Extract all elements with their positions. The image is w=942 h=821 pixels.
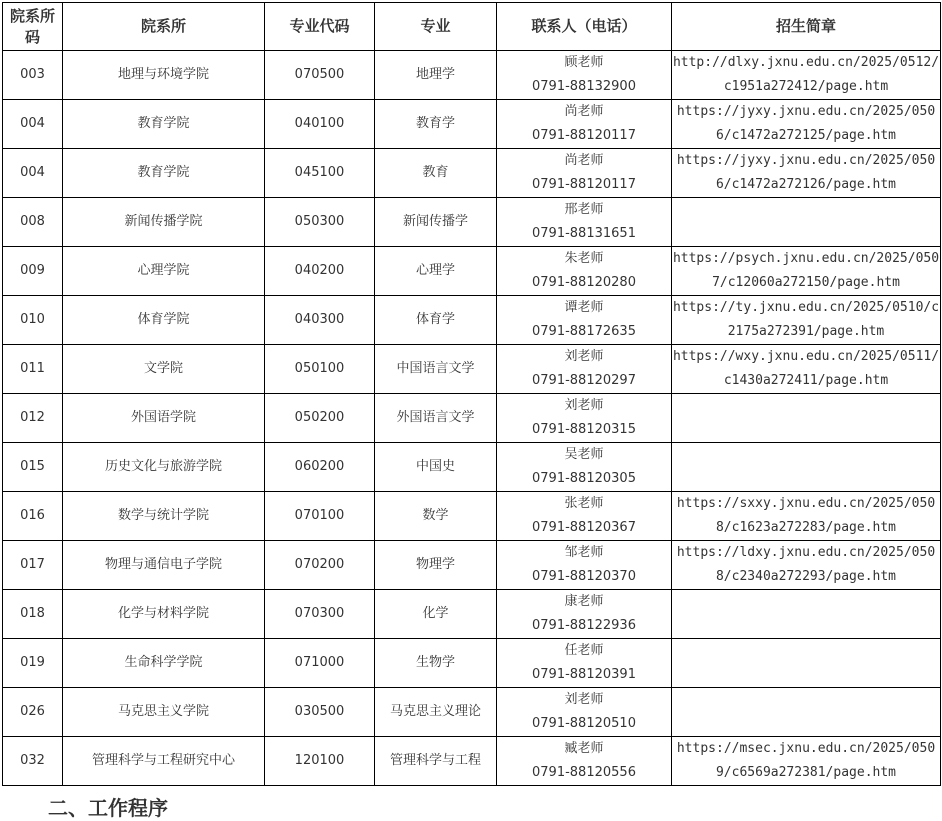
dept-code-cell: 016: [3, 492, 63, 541]
dept-code-cell: 015: [3, 443, 63, 492]
header-brochure: 招生简章: [672, 3, 941, 51]
contact-cell: [497, 737, 672, 786]
header-contact: 联系人（电话）: [497, 3, 672, 51]
brochure-link[interactable]: https://ty.jxnu.edu.cn/2025/0510/c2175a272391/page.htm: [672, 296, 941, 345]
dept-name-cell: 化学与材料学院: [63, 590, 265, 639]
contact-name: 朱老师: [564, 251, 604, 266]
contact-cell: [497, 541, 672, 590]
major-code-cell: 040300: [265, 296, 375, 345]
major-name-cell: 中国史: [375, 443, 497, 492]
major-name-cell: 地理学: [375, 51, 497, 100]
dept-code-cell: 010: [3, 296, 63, 345]
table-body: [3, 51, 941, 786]
dept-name-cell: 物理与通信电子学院: [63, 541, 265, 590]
contact-cell: [497, 296, 672, 345]
header-dept: 院系所: [63, 3, 265, 51]
dept-code-cell: 017: [3, 541, 63, 590]
contact-phone: 0791-88120370: [532, 569, 636, 584]
table-row: [3, 394, 941, 443]
major-code-cell: 070200: [265, 541, 375, 590]
contact-phone: 0791-88122936: [532, 618, 636, 633]
brochure-link[interactable]: http://dlxy.jxnu.edu.cn/2025/0512/c1951a272412/page.htm: [672, 51, 941, 100]
contact-name: 顾老师: [564, 55, 604, 70]
major-code-cell: 060200: [265, 443, 375, 492]
major-code-cell: 120100: [265, 737, 375, 786]
major-name-cell: 外国语言文学: [375, 394, 497, 443]
brochure-link: [672, 443, 941, 492]
contact-phone: 0791-88120117: [532, 128, 636, 143]
contact-name: 尚老师: [564, 104, 604, 119]
contact-cell: [497, 443, 672, 492]
major-code-cell: 040200: [265, 247, 375, 296]
contact-phone: 0791-88120367: [532, 520, 636, 535]
dept-code-cell: 004: [3, 149, 63, 198]
dept-name-cell: 马克思主义学院: [63, 688, 265, 737]
major-name-cell: 生物学: [375, 639, 497, 688]
major-name-cell: 中国语言文学: [375, 345, 497, 394]
dept-code-cell: 008: [3, 198, 63, 247]
brochure-link: [672, 198, 941, 247]
brochure-link[interactable]: https://msec.jxnu.edu.cn/2025/0509/c6569a272381/page.htm: [672, 737, 941, 786]
dept-name-cell: 体育学院: [63, 296, 265, 345]
contact-cell: [497, 149, 672, 198]
contact-cell: [497, 100, 672, 149]
major-name-cell: 管理科学与工程: [375, 737, 497, 786]
contact-name: 邹老师: [564, 545, 604, 560]
dept-name-cell: 地理与环境学院: [63, 51, 265, 100]
contact-cell: [497, 639, 672, 688]
brochure-link[interactable]: https://jyxy.jxnu.edu.cn/2025/0506/c1472a272126/page.htm: [672, 149, 941, 198]
contact-name: 张老师: [564, 496, 604, 511]
table-header: [3, 3, 941, 51]
table-row: [3, 737, 941, 786]
table-row: [3, 639, 941, 688]
table-row: [3, 541, 941, 590]
dept-code-cell: 032: [3, 737, 63, 786]
major-code-cell: 070100: [265, 492, 375, 541]
major-code-cell: 050100: [265, 345, 375, 394]
section-heading: 二、工作程序: [48, 796, 168, 820]
dept-name-cell: 文学院: [63, 345, 265, 394]
brochure-link: [672, 639, 941, 688]
major-name-cell: 心理学: [375, 247, 497, 296]
table-row: [3, 149, 941, 198]
major-name-cell: 马克思主义理论: [375, 688, 497, 737]
table-row: [3, 51, 941, 100]
dept-code-cell: 004: [3, 100, 63, 149]
header-major-code: 专业代码: [265, 3, 375, 51]
table-row: [3, 345, 941, 394]
table-row: [3, 100, 941, 149]
contact-phone: 0791-88120280: [532, 275, 636, 290]
contact-cell: [497, 688, 672, 737]
contact-name: 尚老师: [564, 153, 604, 168]
brochure-link: [672, 688, 941, 737]
brochure-link: [672, 590, 941, 639]
major-code-cell: 070500: [265, 51, 375, 100]
major-code-cell: 040100: [265, 100, 375, 149]
header-major: 专业: [375, 3, 497, 51]
contact-phone: 0791-88120391: [532, 667, 636, 682]
contact-cell: [497, 590, 672, 639]
contact-phone: 0791-88131651: [532, 226, 636, 241]
major-name-cell: 教育学: [375, 100, 497, 149]
dept-code-cell: 026: [3, 688, 63, 737]
table-row: [3, 443, 941, 492]
brochure-link: [672, 394, 941, 443]
dept-name-cell: 教育学院: [63, 100, 265, 149]
contact-phone: 0791-88120117: [532, 177, 636, 192]
contact-cell: [497, 51, 672, 100]
dept-code-cell: 009: [3, 247, 63, 296]
major-code-cell: 050300: [265, 198, 375, 247]
header-row: [3, 3, 941, 51]
contact-cell: [497, 198, 672, 247]
contact-phone: 0791-88132900: [532, 79, 636, 94]
dept-name-cell: 历史文化与旅游学院: [63, 443, 265, 492]
contact-phone: 0791-88120297: [532, 373, 636, 388]
dept-name-cell: 教育学院: [63, 149, 265, 198]
dept-code-cell: 019: [3, 639, 63, 688]
contact-name: 臧老师: [564, 741, 604, 756]
major-code-cell: 071000: [265, 639, 375, 688]
contact-cell: [497, 345, 672, 394]
dept-name-cell: 新闻传播学院: [63, 198, 265, 247]
major-code-cell: 050200: [265, 394, 375, 443]
major-name-cell: 物理学: [375, 541, 497, 590]
contact-name: 刘老师: [564, 692, 604, 707]
contact-cell: [497, 394, 672, 443]
contact-cell: [497, 492, 672, 541]
dept-name-cell: 数学与统计学院: [63, 492, 265, 541]
admissions-table: [2, 2, 941, 786]
dept-name-cell: 管理科学与工程研究中心: [63, 737, 265, 786]
brochure-link[interactable]: https://sxxy.jxnu.edu.cn/2025/0508/c1623a272283/page.htm: [672, 492, 941, 541]
major-name-cell: 体育学: [375, 296, 497, 345]
dept-name-cell: 心理学院: [63, 247, 265, 296]
contact-phone: 0791-88172635: [532, 324, 636, 339]
contact-phone: 0791-88120556: [532, 765, 636, 780]
contact-name: 刘老师: [564, 349, 604, 364]
table-row: [3, 198, 941, 247]
contact-phone: 0791-88120315: [532, 422, 636, 437]
table-row: [3, 688, 941, 737]
dept-code-cell: 012: [3, 394, 63, 443]
dept-code-cell: 011: [3, 345, 63, 394]
contact-cell: [497, 247, 672, 296]
major-name-cell: 教育: [375, 149, 497, 198]
major-code-cell: 045100: [265, 149, 375, 198]
brochure-link[interactable]: https://jyxy.jxnu.edu.cn/2025/0506/c1472a272125/page.htm: [672, 100, 941, 149]
major-code-cell: 070300: [265, 590, 375, 639]
table-row: [3, 247, 941, 296]
brochure-link[interactable]: https://wxy.jxnu.edu.cn/2025/0511/c1430a272411/page.htm: [672, 345, 941, 394]
contact-name: 谭老师: [564, 300, 604, 315]
brochure-link[interactable]: https://psych.jxnu.edu.cn/2025/0507/c12060a272150/page.htm: [672, 247, 941, 296]
brochure-link[interactable]: https://ldxy.jxnu.edu.cn/2025/0508/c2340a272293/page.htm: [672, 541, 941, 590]
table-row: [3, 296, 941, 345]
contact-name: 康老师: [564, 594, 604, 609]
dept-name-cell: 生命科学学院: [63, 639, 265, 688]
contact-name: 刘老师: [564, 398, 604, 413]
major-name-cell: 数学: [375, 492, 497, 541]
table-row: [3, 590, 941, 639]
dept-code-cell: 018: [3, 590, 63, 639]
table-row: [3, 492, 941, 541]
header-dept-code: 院系所码: [3, 3, 63, 51]
contact-phone: 0791-88120305: [532, 471, 636, 486]
dept-name-cell: 外国语学院: [63, 394, 265, 443]
major-code-cell: 030500: [265, 688, 375, 737]
contact-name: 吴老师: [564, 447, 604, 462]
contact-name: 邢老师: [564, 202, 604, 217]
contact-phone: 0791-88120510: [532, 716, 636, 731]
dept-code-cell: 003: [3, 51, 63, 100]
major-name-cell: 新闻传播学: [375, 198, 497, 247]
major-name-cell: 化学: [375, 590, 497, 639]
contact-name: 任老师: [564, 643, 604, 658]
